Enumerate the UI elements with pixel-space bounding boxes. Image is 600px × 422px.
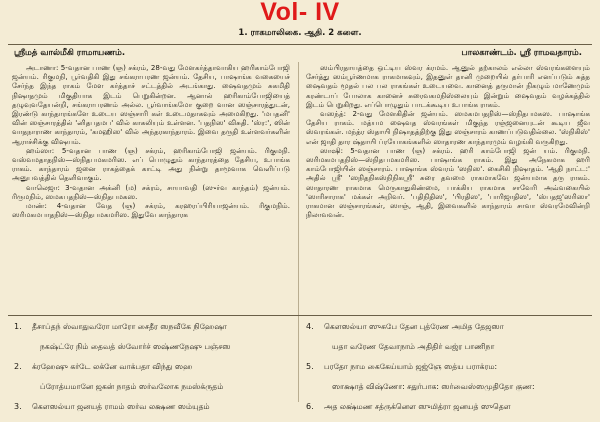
verse-text: தீசாப்தந் ஸ்வாதுவரோ மாரோ சைதீர ஸநவீகே நிஹேஷா xyxy=(32,322,227,331)
verse-number: 4. xyxy=(306,322,314,331)
column-divider xyxy=(298,62,299,402)
verse-rule xyxy=(8,315,592,316)
verse-text: ப்ரோத்யமானே ஜகன் நாதம் ஸர்வலோக நமஸ்க்ருதம் xyxy=(40,382,224,391)
verse-text: ஸாக்ஷாத் விஷ்ணோ: சதுர்பாக: ஸர்வைஸ்ஸமுதிதோ குண: xyxy=(332,382,535,391)
verse-text: நகஷ்ட்ரே நிம் தைவத் ஸ்வோர்ச் ஸஷ்ணநேஷு பஞ்சஸ xyxy=(40,342,231,351)
verses-left xyxy=(14,322,296,422)
verse-text: கௌஸல்யா ஸுசுபே தேன புத்ரேண அமித தேஜஸா xyxy=(324,322,504,331)
verse-number: 6. xyxy=(306,402,314,411)
verse-line xyxy=(14,362,296,382)
left-column xyxy=(12,63,290,219)
right-column xyxy=(306,63,590,219)
verse-line xyxy=(306,382,590,402)
verse-number: 2. xyxy=(14,362,22,371)
verse-number: 1. xyxy=(14,322,22,331)
verse-text: பரதோ நாம கைகேய்யாம் ஜஜ்ஞே ஸத்ய பராக்ரம: xyxy=(324,362,498,371)
verse-line xyxy=(306,342,590,362)
verse-line xyxy=(14,322,296,342)
paragraph: ஸாஷி: 5-வதான பாண (ஞ) சக்ரம். ஹரி காம்போஜி ஜன் யம். ரிகுமநி. ஸரிமகமபதநிஸ்—ஸ்நிதபமகமரிஸ. பாஷாங்க ராகம். இது அநேகமாக ஹரி காம்போஜியின் ஸஞ்சாரம். பாஷாங்க ஸ்வரம் 'ஸநிஸ'. கைசிகி நிஷாதம். 'ஆதி நாட்ட:' அதில் ஸ்ரீ' 'ஸநிதநிகஸ்நிநிகஸ்ரீ' சுரை தவமை ராகமாகவே ஜன்யமாக தரு ராகம். ஸாதாரண ராகமாக மெருகாதுகிண்மை, பாக்கிய ராகமாக சாவேரி அவ்வகையில் 'ஸாரிசாராக' மக்கள் அறிவர். 'பதிநிதிஸ', 'பிரதிஸ', 'பாரிஜாதிஸ', 'ஸ்பதஜ'ஸரிஸா' ராகமான ஸஞ்சாரங்கள், ஸாஞ், ஆதி, இவைகளில் காந்தாரம் சாவா ஸ்வரமேவின்றி நிலாவவன். xyxy=(306,145,590,220)
verse-number: 3. xyxy=(14,402,22,411)
page-title: 1. ராகமாலிகை. ஆதி. 2 களை. xyxy=(238,28,362,38)
paragraph: மாண்: 4-வதான வேத (ஞ) சக்ரம், கரஹரப்பிரியாஜன்யம். ரிகுமநிம். ஸரிமகமபாதநிஸ்—ஸ்நிதபமகமரிஸ. இதுவே காந்தாரக xyxy=(12,201,290,220)
verses-right xyxy=(306,322,590,422)
verse-line xyxy=(306,322,590,342)
paragraph: வாலெஜா: 3-வதான அக்னி (ம) சக்ரம், சாயாவதி (ஸுர்வ காந்தம்) ஜன்யம். ரிருமநிம், ஸமகபதநிஸ்—ஸ்நிதபமகஸ. xyxy=(12,182,290,201)
section-title: பாலகாண்டம். ஸ்ரீ ராமவதாரம். xyxy=(461,48,582,58)
paragraph: ஸம்பிரதாயத்தை ஒட்டிய ஸ்வர க்ரமம். ஆனுல் தற்காலம் எல்லா ஸ்வரங்களையும் சேர்த்து ஸம்பூர்ணமாக ராகமாகவும், இதனுள் தானி முறையில் தர்பாரி எனப்படும் சுத்த ஷைவதம் மூதல் பல பல ராகங்கள் உடையவை. கானைத் தருமான் நிகழும் மாணேமும் கரண்டாப் போலாக கானைச் சுரைவகமநிஸ்லையும் இன்றும் ஷைவதம் வழக்கத்தில் இடம் பெறுகிறது. எப்பொழுதும் பாடக்கூடிய உபாங்க ராகம். xyxy=(306,63,590,109)
verse-line xyxy=(14,402,296,422)
verse-text: கௌஸல்யா ஜனயத் ராமம் ஸர்வ லக்ஷண ஸம்யுதம் xyxy=(32,402,210,411)
verse-text: யதா வரேண தேவாநாம் அதிதிர் வஜ்ர பாணிநா xyxy=(332,342,495,351)
verse-text: க்ரஹேஷு கர்டே லக்னே வாக்பதா விந்து ஸஹ xyxy=(32,362,193,371)
verse-text: அத லக்ஷ்மண சத்ருக்னௌ ஸுமித்ரா ஜனயத் ஸுதௌ xyxy=(324,402,511,411)
paragraph: வஸந்த்: 2-வது மேளகிதின் ஜன்யம். ஸமகமபதநிஸ்—ஸ்நிதபமகஸ. பாஷாங்க தேசிய ராகம். மத்யம ஷைவத ஸ்வரங்கள் மிகுந்த ரஞ்ஜனையுடன் கூடிய ஜீவ ஸ்வரங்கள். மந்த்ர ஸ்தாயி நிஷாதத்திற்கு இது ஸஞ்சாரம் காணப்படுவதில்லை. 'ஸ்நிகிஸ்' என் ஜாதி தார ஷ்தாயி ப்ரயோகங்களில் ஸாதாரண காந்தாரமும் வழங்கி வருகிறது. xyxy=(306,109,590,146)
verse-line xyxy=(306,362,590,382)
verse-line xyxy=(14,382,296,402)
verse-line xyxy=(14,342,296,362)
verse-number: 5. xyxy=(306,362,314,371)
book-title: ஸ்ரீமத் வால்மீகி ராமாயணம். xyxy=(14,48,126,58)
paragraph: ஹம்ஸா: 5-வதான பாண (ஞ) சக்ரம், ஹரிகாம்போஜி ஜன்யம். ரிகுமநி. வஸ்வமதாதநிஸ்—ஸ்நிதபமகமரிஸ. எப் பொழுதும் காந்தாரத்தை தேசிய, உபாங்க ராகம். காந்தாரம் ஜனை ராகத்தைக் காட்டி அது நின்று தாமூவாக வெளிப்படு அனுபவத்தில் தெளிவாகும். xyxy=(12,145,290,183)
verse-line xyxy=(306,402,590,422)
top-rule xyxy=(8,44,592,45)
paragraph: அடாணா: 5-வதான பாண (ஞ) சக்ரம், 28-வது மேளகர்த்தாவாகிய ஹரிகாம்போஜி ஜன்யம். ரிகுமநி, பூர்வதிகி இது சங்கராபரண ஜன்யம். தேசிய, பாஷாங்க வகையைச் சேர்ந்த இந்த ராகம் மேள கர்த்தாச் சட்டத்தில் அடங்காது. ஷைவதமும் சுகமிதி நிஷாதமும் மிகுதியாக இடம் பெறுகின்றன. ஆனால் ஹரிகாம்போஜியைத் தழுவுவதேயன்றி, சங்கராபரணம் அல்ல. பூர்வாங்கமோ குறை வான ஸஞ்சாரத்துடன், இரண்டு காந்தாரங்களே உடைய ஸஞ்சாரி கள் உடைமதாகவும் அமைகிறது. 'மபதனி' வின் ஸஞ்சாரத்தில் 'னிதபதமப' வில் காகலியும் உள்ளன. 'பதநிஸ' விசுதி. 'ஸ்ர:', ஸின் வாதநாராண காந்தாரம், 'கமஹிஸ' வில் அந்தரகாந்தாரம். இவை தருதி உள்ளவர்களின் ஆராச்சிக்கு விஷயம். xyxy=(12,63,290,146)
volume-label: Vol- IV xyxy=(260,0,340,26)
